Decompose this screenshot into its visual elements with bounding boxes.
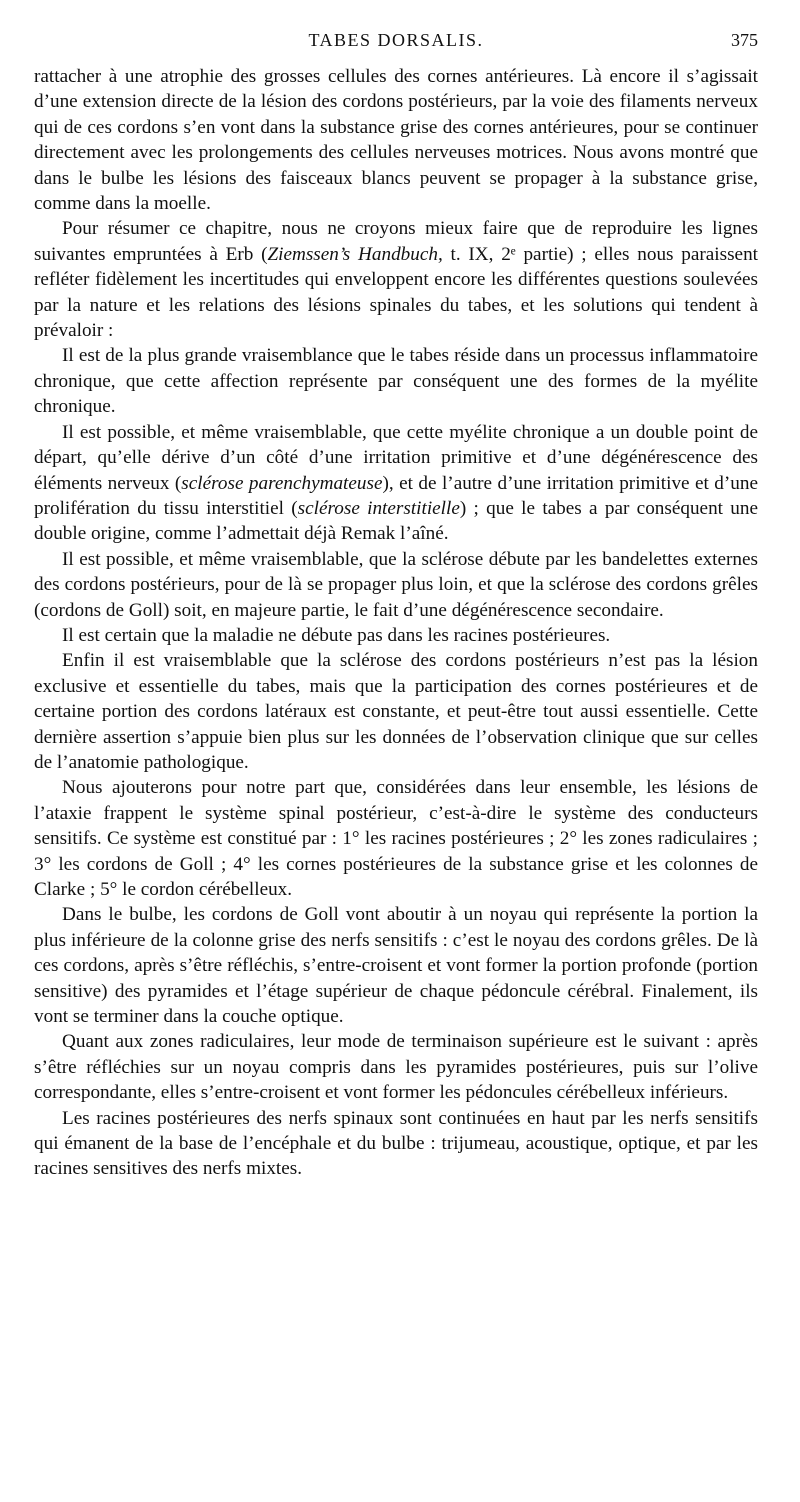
- paragraph-continued: [34, 64, 758, 216]
- paragraph-racines: [34, 1106, 758, 1182]
- paragraph-text: Pour résumer ce chapitre, nous ne croyons mieux faire que de reproduire les lignes suivantes empruntées à Erb (: [34, 218, 758, 265]
- page-number: 375: [731, 30, 758, 50]
- paragraph-text: Il est possible, et même vraisemblable, que cette myélite chronique a un double point de départ, qu’elle dérive d’un côté d’une irritation primitive et d’une dégénérescence des éléments nerveux (: [34, 421, 758, 494]
- paragraph-text: Enfin il est vraisemblable que la sclérose des cordons postérieurs n’est pas la lésion exclusive et essentielle du tabes, mais que la participation des cornes postérieures et de certaine portion des cordons latéraux est constante, et peut-être tout aussi essentielle. Cette dernière assertion s’appuie bien plus sur les données de l’observation clinique que sur celles de l’anatomie pathologique.: [34, 650, 758, 773]
- paragraph-text: ), et de l’autre d’une irritation primitive et d’une prolifération du tissu interstitiel (: [34, 472, 758, 519]
- paragraph-quote-5: [34, 648, 758, 775]
- paragraph-bulbe: [34, 902, 758, 1029]
- running-title: TABES DORSALIS.: [308, 30, 484, 50]
- paragraph-quote-1: [34, 343, 758, 419]
- emphasis-term: sclérose parenchymateuse: [181, 472, 383, 494]
- paragraph-text: Il est de la plus grande vraisemblance que le tabes réside dans un processus inflammatoire chronique, que cette affection représente par conséquent une des formes de la myélite chronique.: [34, 345, 758, 418]
- paragraph-text: Dans le bulbe, les cordons de Goll vont aboutir à un noyau qui représente la portion la plus inférieure de la colonne grise des nerfs sensitifs : c’est le noyau des cordons grêles. De là ces cordons, après s’être réfléchis, s’entre-croisent et vont former la portion profonde (portion sensitive) des pyramides et l’étage supérieur de chaque pédoncule cérébral. Finalement, ils vont se terminer dans la couche optique.: [34, 904, 758, 1028]
- paragraph-text: Nous ajouterons pour notre part que, considérées dans leur ensemble, les lésions de l’ataxie frappent le système spinal postérieur, c’est-à-dire le système des conducteurs sensitifs. Ce système est constitué par : 1° les racines postérieures ; 2° les zones radiculaires ; 3° les cordons de Goll ; 4° les cornes postérieures de la substance grise et les colonnes de Clarke ; 5° le cordon cérébelleux.: [34, 777, 758, 900]
- paragraph-erb-intro: [34, 216, 758, 343]
- paragraph-text: Il est possible, et même vraisemblable, que la sclérose débute par les bandelettes externes des cordons postérieurs, pour de là se propager plus loin, et que la sclérose des cordons grêles (cordons de Goll) soit, en majeure partie, le fait d’une dégénérescence secondaire.: [34, 548, 758, 621]
- running-head: [34, 30, 758, 56]
- paragraph-text: rattacher à une atrophie des grosses cellules des cornes antérieures. Là encore il s’agissait d’une extension directe de la lésion des cordons postérieurs, par la voie des filaments nerveux qui de ces cordons s’en vont dans la substance grise des cornes antérieures, pour se continuer directement avec les prolongements des cellules nerveuses motrices. Nous avons montré que dans le bulbe les lésions des faisceaux blancs peuvent se propager à la substance grise, comme dans la moelle.: [34, 66, 758, 215]
- paragraph-text: t. IX, 2ᵉ partie) ; elles nous paraissent refléter fidèlement les incertitudes qui enveloppent encore les différentes questions soulevées par la nature et les relations des lésions spinales du tabes, et les solutions qui tendent à prévaloir :: [34, 243, 758, 342]
- paragraph-system: [34, 775, 758, 902]
- paragraph-quote-3: [34, 547, 758, 623]
- paragraph-text: Il est certain que la maladie ne débute pas dans les racines postérieures.: [62, 624, 611, 646]
- citation-title: Ziemssen’s Handbuch,: [267, 243, 443, 265]
- paragraph-text: Quant aux zones radiculaires, leur mode de terminaison supérieure est le suivant : après s’être réfléchies sur un noyau compris dans les pyramides postérieures, puis sur l’olive correspondante, elles s’entre-croisent et vont former les pédoncules cérébelleux inférieurs.: [34, 1031, 758, 1104]
- paragraph-quote-2: [34, 420, 758, 547]
- paragraph-quote-4: [34, 623, 758, 648]
- paragraph-text: Les racines postérieures des nerfs spinaux sont continuées en haut par les nerfs sensitifs qui émanent de la base de l’encéphale et du bulbe : trijumeau, acoustique, optique, et par les racines sensitives des nerfs mixtes.: [34, 1107, 758, 1180]
- emphasis-term: sclérose interstitielle: [297, 497, 460, 519]
- paragraph-zones: [34, 1029, 758, 1105]
- paragraph-text: ) ; que le tabes a par conséquent une double origine, comme l’admettait déjà Remak l’aîné.: [34, 497, 758, 545]
- body-text: [34, 64, 758, 1182]
